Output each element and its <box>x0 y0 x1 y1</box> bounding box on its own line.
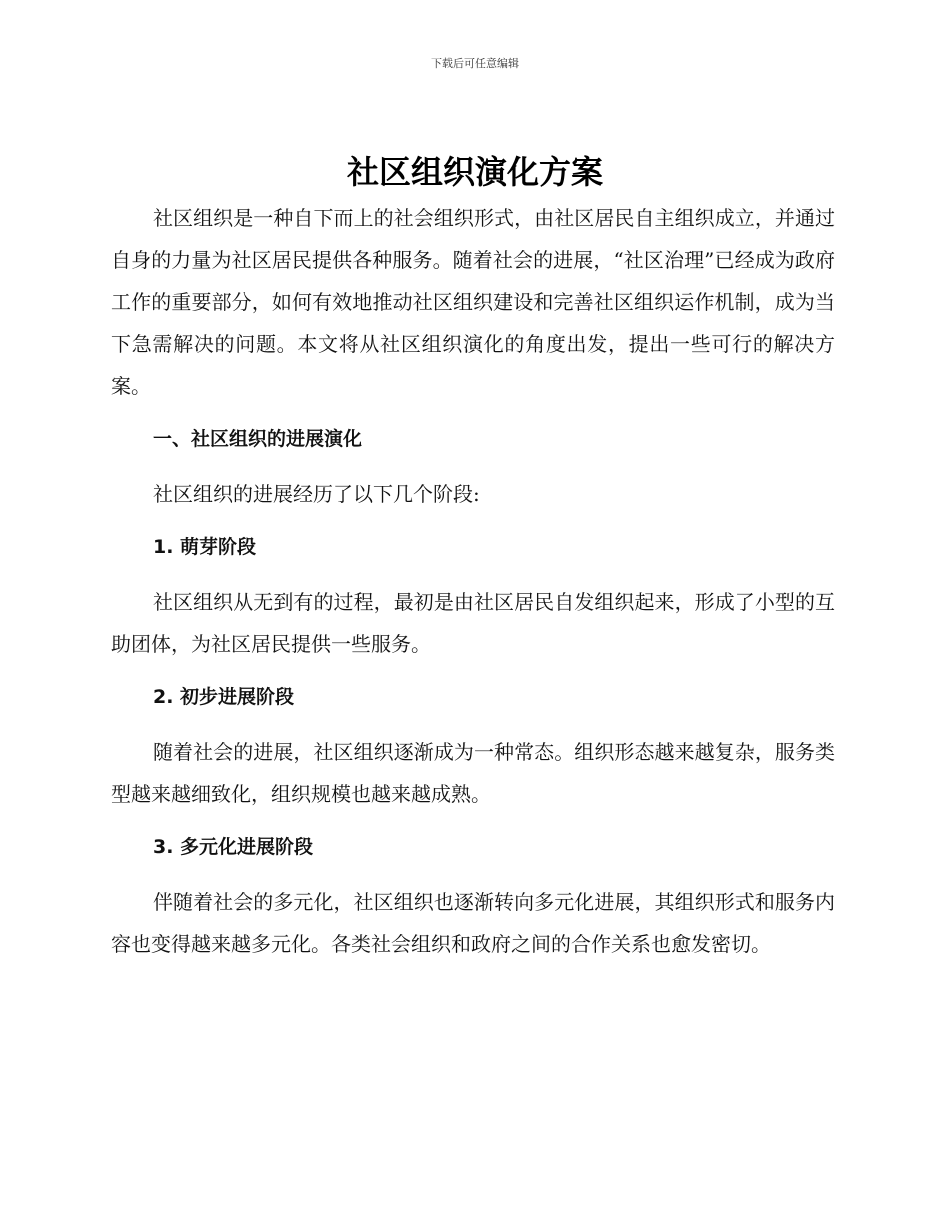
document-body <box>111 197 835 965</box>
stage-3-heading: 3. 多元化进展阶段 <box>153 836 314 858</box>
stage-3-text: 伴随着社会的多元化，社区组织也逐渐转向多元化进展，其组织形式和服务内容也变得越来越多元化。各类社会组织和政府之间的合作关系也愈发密切。 <box>111 890 835 956</box>
stage-2-text: 随着社会的进展，社区组织逐渐成为一种常态。组织形态越来越复杂，服务类型越来越细致化，组织规模也越来越成熟。 <box>111 740 835 806</box>
section-heading: 一、社区组织的进展演化 <box>153 428 363 450</box>
stage-1-text: 社区组织从无到有的过程，最初是由社区居民自发组织起来，形成了小型的互助团体，为社区居民提供一些服务。 <box>111 590 835 656</box>
header-note: 下载后可任意编辑 <box>431 57 519 70</box>
document-title: 社区组织演化方案 <box>346 153 603 191</box>
intro-paragraph: 社区组织是一种自下而上的社会组织形式，由社区居民自主组织成立，并通过自身的力量为社区居民提供各种服务。随着社会的进展，“社区治理”已经成为政府工作的重要部分，如何有效地推动社区组织建设和完善社区组织运作机制，成为当下急需解决的问题。本文将从社区组织演化的角度出发，提出一些可行的解决方案。 <box>111 206 835 398</box>
section-intro: 社区组织的进展经历了以下几个阶段: <box>153 482 480 506</box>
stage-2-heading: 2. 初步进展阶段 <box>153 686 295 708</box>
stage-1-heading: 1. 萌芽阶段 <box>153 536 257 558</box>
